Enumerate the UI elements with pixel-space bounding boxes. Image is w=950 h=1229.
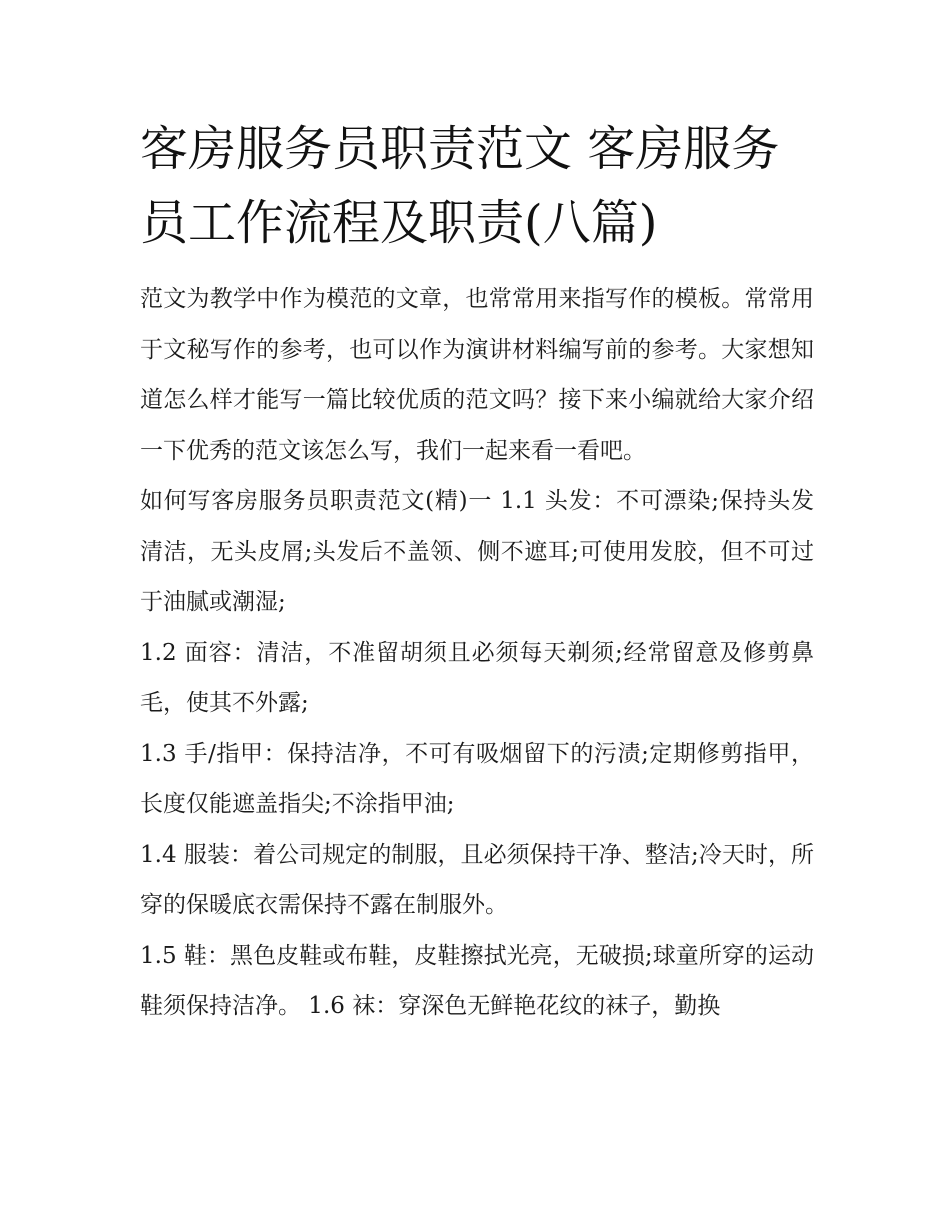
intro-paragraph: 范文为教学中作为模范的文章，也常常用来指写作的模板。常常用于文秘写作的参考，也可以作为演讲材料编写前的参考。大家想知道怎么样才能写一篇比较优质的范文吗？接下来小编就给大家介绍一下优秀的范文该怎么写，我们一起来看一看吧。	[140, 286, 814, 464]
section-1-2-paragraph: 1.2 面容：清洁，不准留胡须且必须每天剃须;经常留意及修剪鼻毛，使其不外露;	[140, 639, 814, 716]
section-1-5-paragraph: 1.5 鞋：黑色皮鞋或布鞋，皮鞋擦拭光亮，无破损;球童所穿的运动鞋须保持洁净。 1.6 袜：穿深色无鲜艳花纹的袜子，勤换	[140, 942, 814, 1019]
section-1-1-paragraph: 如何写客房服务员职责范文(精)一 1.1 头发：不可漂染;保持头发清洁，无头皮屑;头发后不盖领、侧不遮耳;可使用发胶，但不可过于油腻或潮湿;	[140, 488, 814, 615]
section-1-3-paragraph: 1.3 手/指甲：保持洁净，不可有吸烟留下的污渍;定期修剪指甲，长度仅能遮盖指尖;不涂指甲油;	[140, 740, 814, 817]
document-title: 客房服务员职责范文 客房服务员工作流程及职责(八篇)	[140, 121, 780, 251]
section-1-4-paragraph: 1.4 服装：着公司规定的制服，且必须保持干净、整洁;冷天时，所穿的保暖底衣需保持不露在制服外。	[140, 841, 814, 918]
document-content	[140, 112, 814, 1032]
